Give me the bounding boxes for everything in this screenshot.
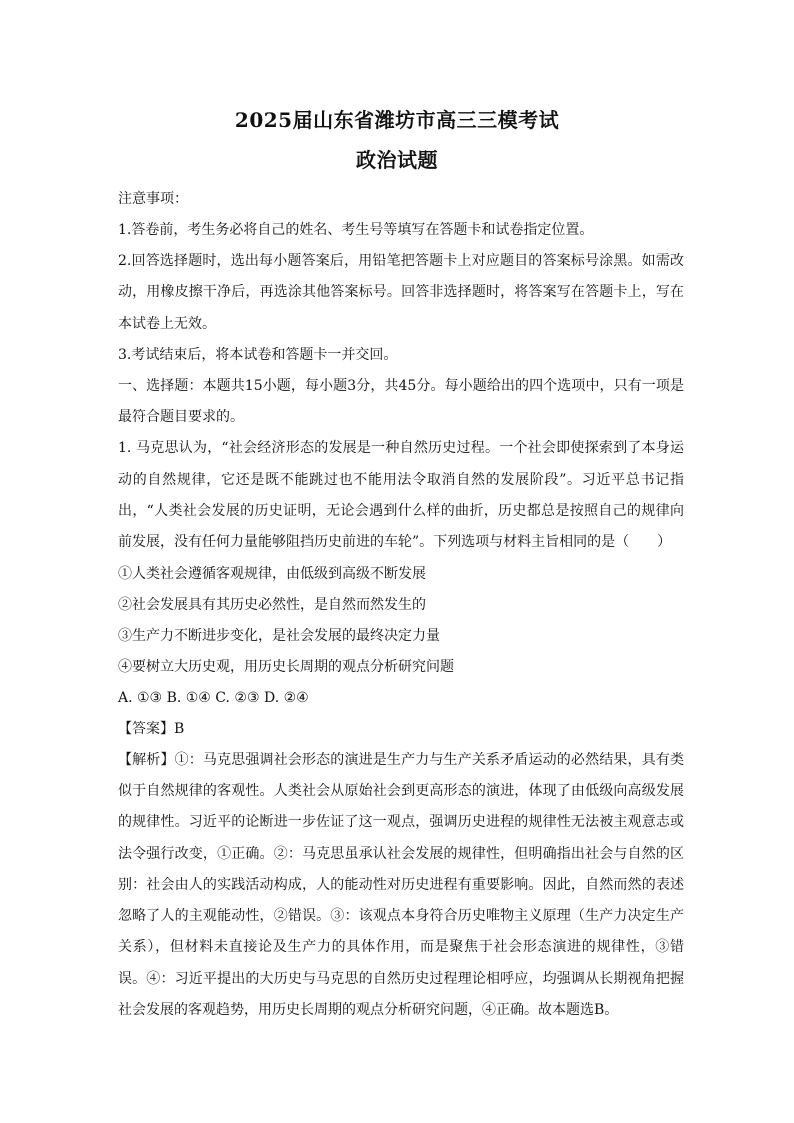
exam-content [118,184,684,1026]
question-1-analysis: 【解析】①：马克思强调社会形态的演进是生产力与生产关系矛盾运动的必然结果，具有类似于自然规律的客观性。人类社会从原始社会到更高形态的演进，体现了由低级向高级发展的规律性。习近平的论断进一步佐证了这一观点，强调历史进程的规律性无法被主观意志或法令强行改变，①正确。②：马克思虽承认社会发展的规律性，但明确指出社会与自然的区别：社会由人的实践活动构成，人的能动性对历史进程有重要影响。因此，自然而然的表述忽略了人的主观能动性，②错误。③：该观点本身符合历史唯物主义原理（生产力决定生产关系），但材料未直接论及生产力的具体作用，而是聚焦于社会形态演进的规律性，③错误。④：习近平提出的大历史与马克思的自然历史过程理论相呼应，均强调从长期视角把握社会发展的客观趋势，用历史长周期的观点分析研究问题，④正确。故本题选B。 [118,751,684,1019]
notice-item-1: 1.答卷前，考生务必将自己的姓名、考生号等填写在答题卡和试卷指定位置。 [118,222,594,238]
notice-heading: 注意事项： [118,191,188,207]
question-1-option-3: ③生产力不断进步变化，是社会发展的最终决定力量 [118,627,440,644]
question-1-stem: 1. 马克思认为，“社会经济形态的发展是一种自然历史过程。一个社会即使探索到了本身运动的自然规律，它还是既不能跳过也不能用法令取消自然的发展阶段”。习近平总书记指出，“人类社会发展的历史证明，无论会遇到什么样的曲折，历史都总是按照自己的规律向前发展，没有任何力量能够阻挡历史前进的车轮”。下列选项与材料主旨相同的是（ ） [118,440,684,551]
question-1-answer: 【答案】B [118,720,185,737]
exam-title: 2025届山东省潍坊市高三三模考试 [234,108,560,132]
question-1-option-4: ④要树立大历史观，用历史长周期的观点分析研究问题 [118,658,454,675]
question-1-option-1: ①人类社会遵循客观规律，由低级到高级不断发展 [118,565,426,582]
exam-subtitle: 政治试题 [356,148,438,172]
notice-item-2: 2.回答选择题时，选出每小题答案后，用铅笔把答题卡上对应题目的答案标号涂黑。如需改动，用橡皮擦干净后，再选涂其他答案标号。回答非选择题时，将答案写在答题卡上，写在本试卷上无效。 [118,253,684,332]
section-heading-choice: 一、选择题：本题共15小题，每小题3分，共45分。每小题给出的四个选项中，只有一项是最符合题目要求的。 [118,377,684,426]
notice-item-3: 3.考试结束后，将本试卷和答题卡一并交回。 [118,346,398,363]
question-1-option-2: ②社会发展具有其历史必然性，是自然而然发生的 [118,596,426,613]
question-1-choices: A. ①③ B. ①④ C. ②③ D. ②④ [118,689,309,706]
